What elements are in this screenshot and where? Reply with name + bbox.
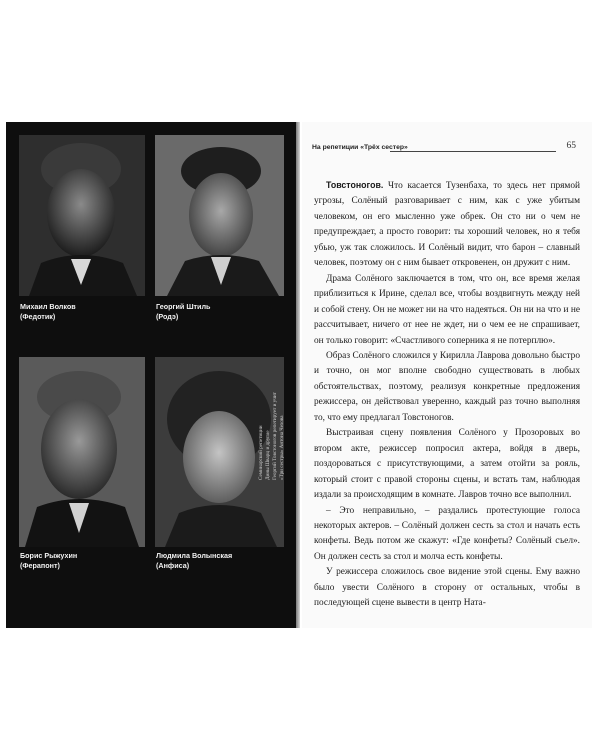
paragraph: Образ Солёного сложился у Кирилла Лаврова довольно быстро и точно, он мог вполне свободно существовать в любых обстоятельствах, поэтому, реализуя конкретные предложения режиссера, он действовал уверенно, каждый раз точно выполняя то, что ему предлагал Товстоногов. [314, 350, 580, 423]
speaker-name: Товстоногов. [326, 180, 384, 190]
paragraph: Выстраивая сцену появления Солёного у Прозоровых во втором акте, режиссер попросил актера, войдя в дверь, поздороваться с присутствующими, а затем отойти за рояль, который стоит с правой стороны сцены, и встать там, наблюдая издали за происходящим в комнате. Лавров точно все выполнил. [314, 428, 580, 501]
paragraph: У режиссера сложилось свое видение этой сцены. Ему важно было увести Солёного в сторону от остальных, чтобы в последующей сцене вывести в центр Ната- [314, 567, 580, 609]
spine-caption [258, 300, 286, 480]
paragraph: – Это неправильно, – раздались протестующие голоса некоторых актеров. – Солёный должен сесть за стол и начать есть конфеты. Ведь потом же скажут: «Где конфеты? Солёный съел». Он должен сесть за стол и молча есть конфеты. [314, 505, 580, 562]
photo-caption: Борис Рыжухин (Ферапонт) [20, 551, 78, 570]
portrait-photo [19, 357, 145, 547]
running-head-title: На репетиции «Трёх сестер» [312, 144, 408, 151]
body-text [314, 178, 580, 612]
photo-caption: Михаил Волков (Федотик) [20, 302, 76, 321]
portrait-photo [155, 135, 284, 296]
portrait-photo [19, 135, 145, 296]
spine-line: Георгий Товстоногов репетирует и учит [272, 392, 278, 480]
paragraph: Товстоногов. Что касается Тузенбаха, то здесь нет прямой угрозы, Солёный разговаривает с ним, как с уже убитым человеком, он его мысленно уже обрек. Он сто ни о чем не предупреждает, а просто говорит: ты хороший человек, но я тебя убью, уж так сложилось. И Солёный видит, что барон – славный человек, поэтому он с ним бывает откровенен, он дружит с ним. [314, 180, 580, 269]
page-number: 65 [566, 141, 576, 151]
book-spine [296, 122, 300, 628]
running-head [312, 141, 576, 155]
photo-caption: Георгий Штиль (Родэ) [156, 302, 211, 321]
paragraph: Драма Солёного заключается в том, что он, все время желая приблизиться к Ирине, сделал все, чтобы воздвигнуть между ней и собой стену. Он не может ни на что надеяться. Он ни на что и не рассчитывает, ничего от нее не ждет, ни о чем ее не спрашивает, он только говорит: «Счастливого соперника я не потерплю». [314, 273, 580, 346]
header-rule [390, 151, 556, 152]
photo-caption: Людмила Волынская (Анфиса) [156, 551, 233, 570]
spine-line: «Три сестры» Антона Чехова [279, 415, 285, 480]
spine-line: Дины Шварц и другие [265, 430, 271, 480]
spine-line: Семинарский репетиции [258, 425, 264, 480]
